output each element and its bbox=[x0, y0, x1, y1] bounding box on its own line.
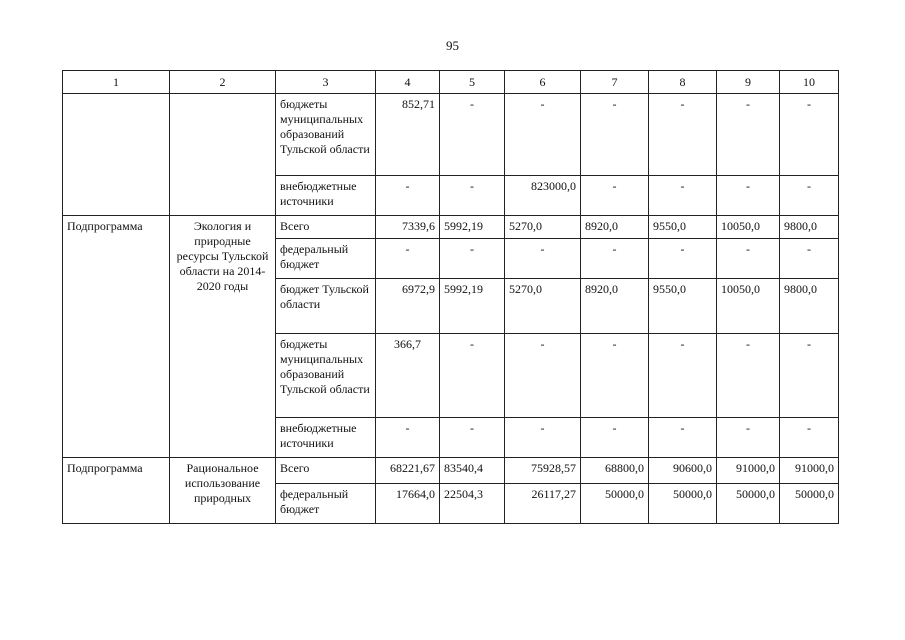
header-cell: 3 bbox=[276, 71, 376, 94]
table-row bbox=[63, 216, 839, 239]
program-type-cell: Подпрограмма bbox=[63, 458, 170, 524]
value-cell: - bbox=[581, 176, 649, 216]
value-cell: - bbox=[376, 239, 440, 279]
value-cell: 10050,0 bbox=[717, 216, 780, 239]
value-cell: 83540,4 bbox=[440, 458, 505, 484]
value-cell: 50000,0 bbox=[581, 484, 649, 524]
header-cell: 5 bbox=[440, 71, 505, 94]
header-cell: 6 bbox=[505, 71, 581, 94]
value-cell: - bbox=[581, 334, 649, 418]
budget-table bbox=[62, 70, 839, 524]
value-cell: 10050,0 bbox=[717, 279, 780, 334]
header-cell: 4 bbox=[376, 71, 440, 94]
header-cell: 10 bbox=[780, 71, 839, 94]
value-cell: - bbox=[649, 176, 717, 216]
funding-source-cell: федеральный бюджет bbox=[276, 484, 376, 524]
value-cell: 68221,67 bbox=[376, 458, 440, 484]
value-cell: - bbox=[505, 239, 581, 279]
value-cell: - bbox=[440, 418, 505, 458]
header-cell: 9 bbox=[717, 71, 780, 94]
program-name-cell: Экология и природные ресурсы Тульской области на 2014-2020 годы bbox=[170, 216, 276, 458]
value-cell: 91000,0 bbox=[717, 458, 780, 484]
value-cell: - bbox=[780, 239, 839, 279]
value-cell: 90600,0 bbox=[649, 458, 717, 484]
page-number: 95 bbox=[446, 38, 459, 53]
funding-source-cell: бюджеты муниципальных образований Тульской области bbox=[276, 94, 376, 176]
value-cell: 9800,0 bbox=[780, 279, 839, 334]
value-cell: 91000,0 bbox=[780, 458, 839, 484]
value-cell: - bbox=[505, 334, 581, 418]
value-cell: 8920,0 bbox=[581, 279, 649, 334]
funding-source-cell: бюджеты муниципальных образований Тульской области bbox=[276, 334, 376, 418]
program-type-cell: Подпрограмма bbox=[63, 216, 170, 458]
header-row bbox=[63, 71, 839, 94]
header-cell: 8 bbox=[649, 71, 717, 94]
header-cell: 1 bbox=[63, 71, 170, 94]
value-cell: - bbox=[440, 176, 505, 216]
table-row bbox=[63, 94, 839, 176]
value-cell: 5992,19 bbox=[440, 216, 505, 239]
value-cell: 6972,9 bbox=[376, 279, 440, 334]
value-cell: - bbox=[717, 239, 780, 279]
value-cell: 50000,0 bbox=[649, 484, 717, 524]
funding-source-cell: Всего bbox=[276, 458, 376, 484]
value-cell: - bbox=[649, 94, 717, 176]
value-cell: 26117,27 bbox=[505, 484, 581, 524]
value-cell: - bbox=[717, 334, 780, 418]
value-cell: - bbox=[376, 418, 440, 458]
value-cell: - bbox=[376, 176, 440, 216]
value-cell: - bbox=[581, 418, 649, 458]
value-cell: 5270,0 bbox=[505, 279, 581, 334]
header-cell: 2 bbox=[170, 71, 276, 94]
value-cell: 22504,3 bbox=[440, 484, 505, 524]
value-cell: - bbox=[440, 334, 505, 418]
funding-source-cell: Всего bbox=[276, 216, 376, 239]
program-name-cell: Рациональное использование природных bbox=[170, 458, 276, 524]
value-cell: - bbox=[581, 239, 649, 279]
value-cell: 8920,0 bbox=[581, 216, 649, 239]
value-cell: - bbox=[717, 94, 780, 176]
value-cell: - bbox=[780, 334, 839, 418]
value-cell: - bbox=[440, 239, 505, 279]
value-cell: - bbox=[649, 239, 717, 279]
value-cell: - bbox=[581, 94, 649, 176]
table-row bbox=[63, 458, 839, 484]
value-cell: 823000,0 bbox=[505, 176, 581, 216]
program-name-cell bbox=[170, 94, 276, 216]
value-cell: - bbox=[649, 418, 717, 458]
value-cell: - bbox=[505, 418, 581, 458]
funding-source-cell: внебюджетные источники bbox=[276, 418, 376, 458]
funding-source-cell: федеральный бюджет bbox=[276, 239, 376, 279]
value-cell: 75928,57 bbox=[505, 458, 581, 484]
value-cell: - bbox=[780, 418, 839, 458]
value-cell: 50000,0 bbox=[780, 484, 839, 524]
value-cell: - bbox=[780, 94, 839, 176]
value-cell: 852,71 bbox=[376, 94, 440, 176]
value-cell: 17664,0 bbox=[376, 484, 440, 524]
value-cell: - bbox=[717, 176, 780, 216]
value-cell: 9550,0 bbox=[649, 216, 717, 239]
value-cell: - bbox=[649, 334, 717, 418]
value-cell: 7339,6 bbox=[376, 216, 440, 239]
program-type-cell bbox=[63, 94, 170, 216]
value-cell: - bbox=[440, 94, 505, 176]
funding-source-cell: бюджет Тульской области bbox=[276, 279, 376, 334]
value-cell: 366,7 bbox=[376, 334, 440, 418]
value-cell: 68800,0 bbox=[581, 458, 649, 484]
value-cell: - bbox=[505, 94, 581, 176]
value-cell: 9550,0 bbox=[649, 279, 717, 334]
value-cell: - bbox=[780, 176, 839, 216]
value-cell: 50000,0 bbox=[717, 484, 780, 524]
header-cell: 7 bbox=[581, 71, 649, 94]
value-cell: - bbox=[717, 418, 780, 458]
value-cell: 5992,19 bbox=[440, 279, 505, 334]
value-cell: 5270,0 bbox=[505, 216, 581, 239]
funding-source-cell: внебюджетные источники bbox=[276, 176, 376, 216]
value-cell: 9800,0 bbox=[780, 216, 839, 239]
